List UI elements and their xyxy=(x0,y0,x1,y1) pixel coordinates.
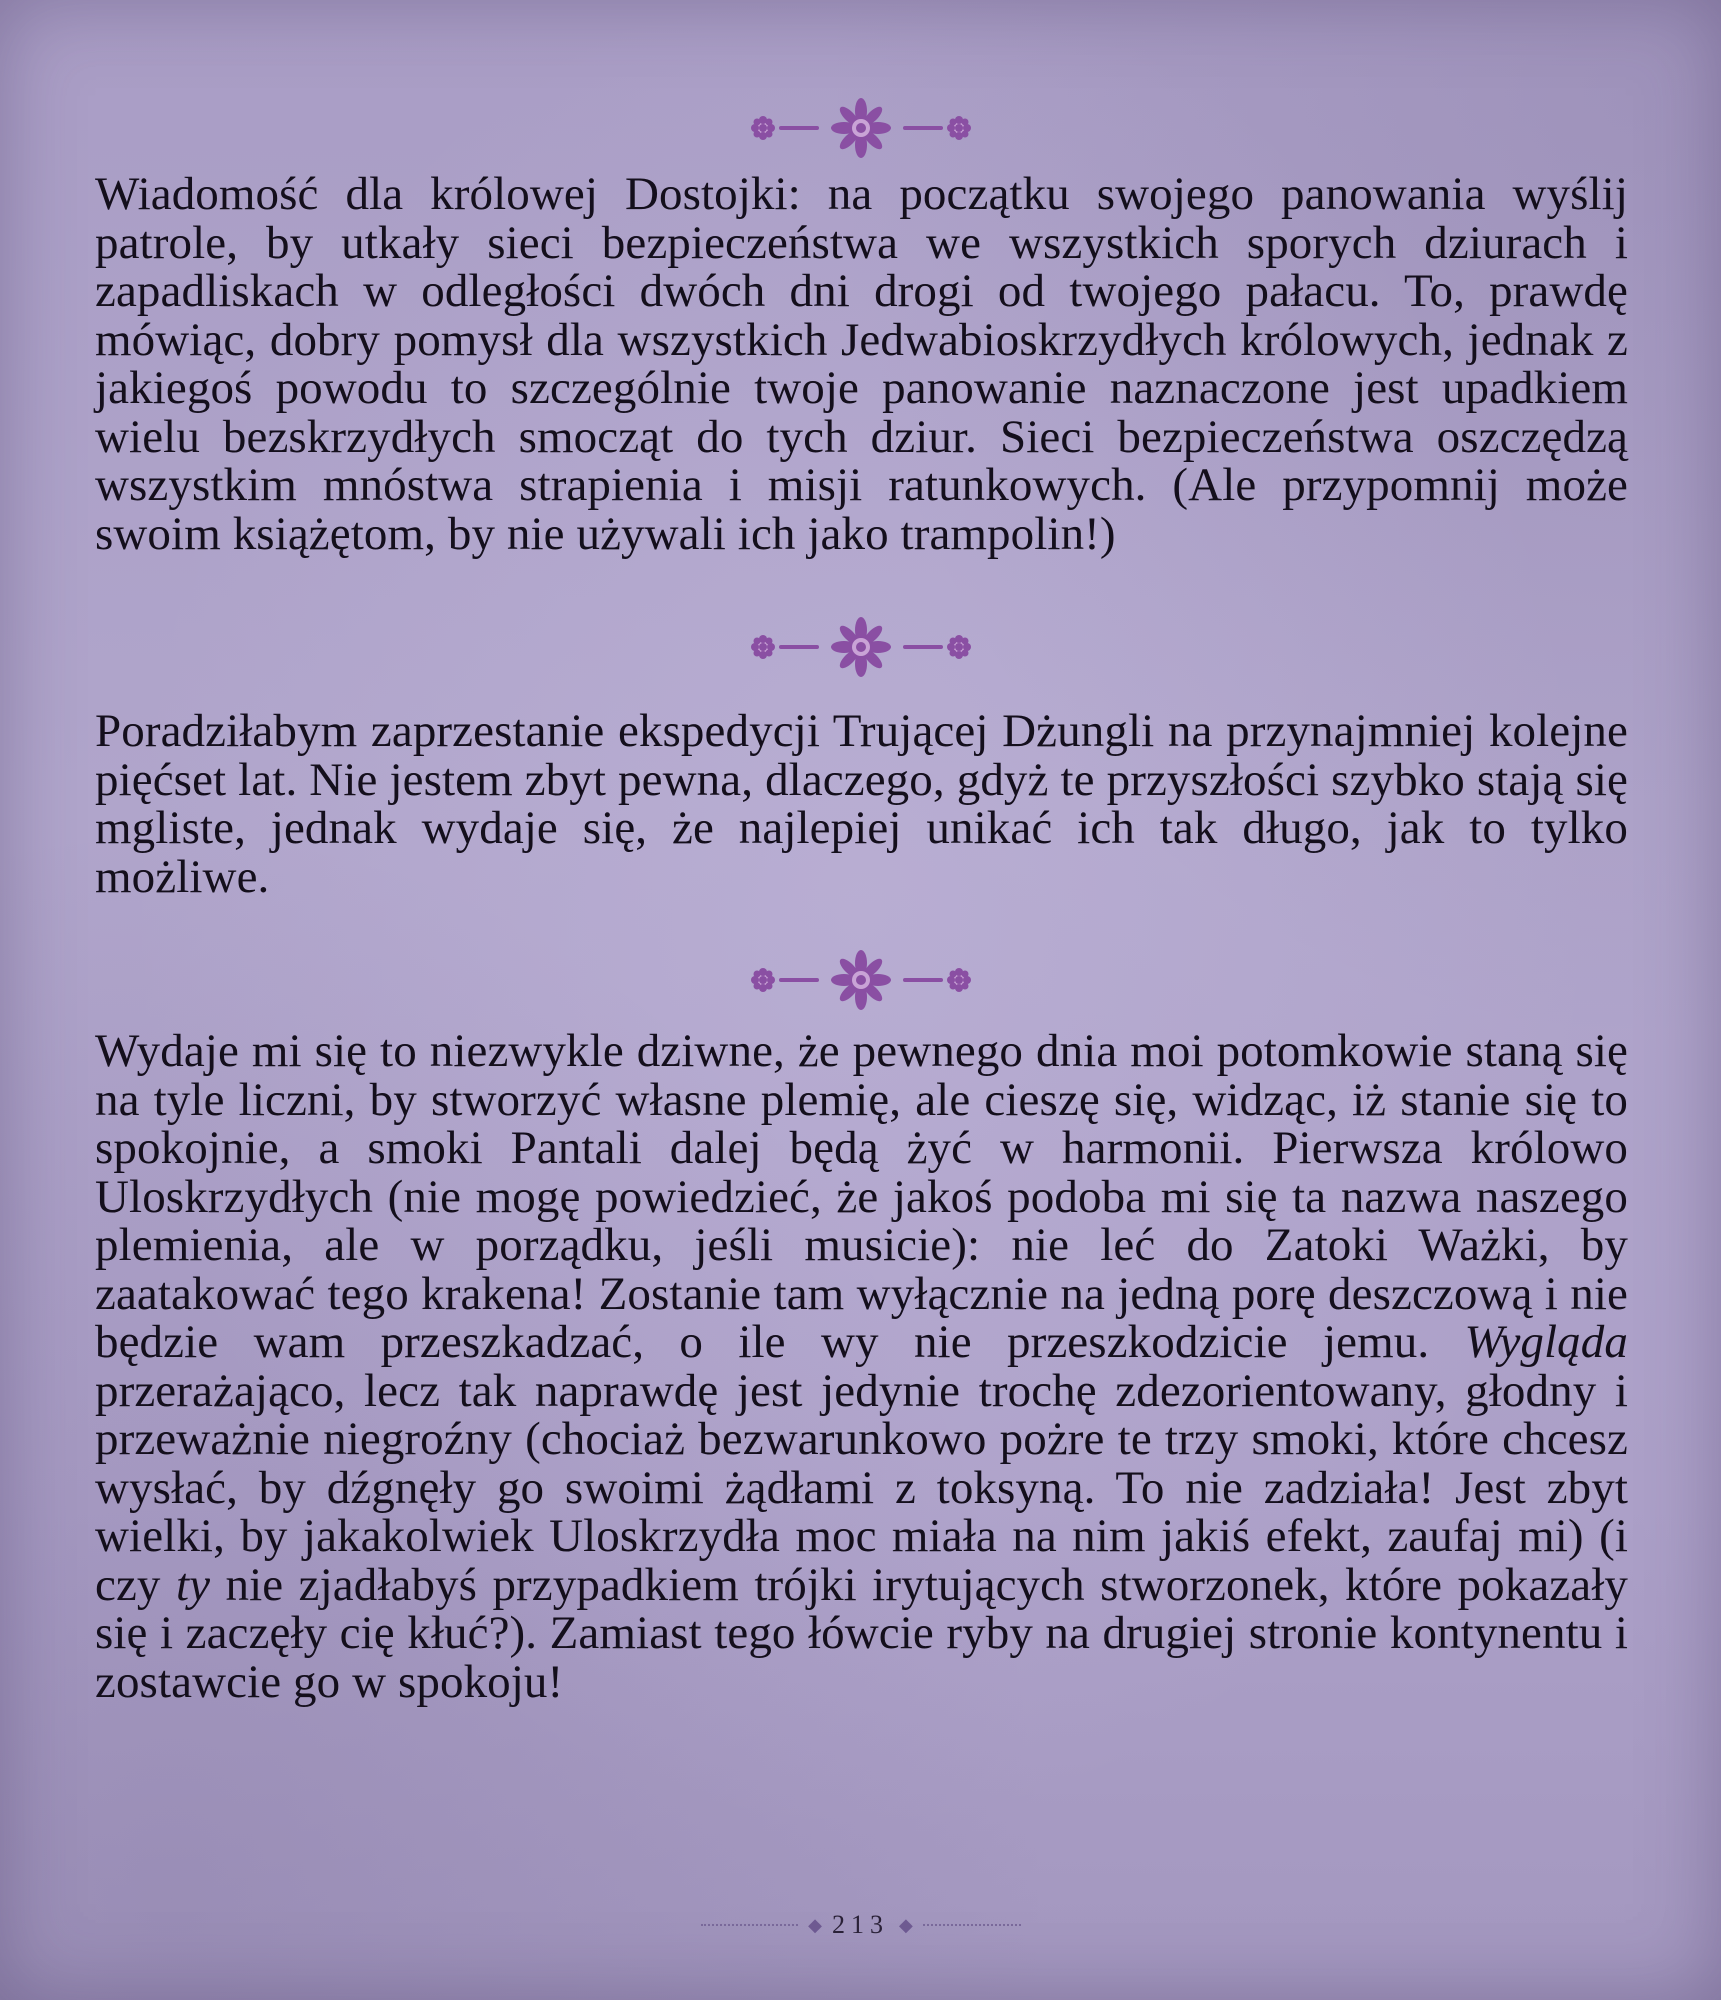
paragraph-poison-jungle: Poradziłabym zaprzestanie ekspedycji Trującej Dżungli na przynajmniej kolejne pięćset lat. Nie jestem zbyt pewna, dlaczego, gdyż te przyszłości szybko stają się mgliste, jednak wydaje się, że najlepiej unikać ich tak długo, jak to tylko możliwe. xyxy=(95,705,1628,903)
paragraph-text-part: przerażająco, lecz tak naprawdę jest jedynie trochę zdezorientowany, głodny i przeważnie niegroźny (chociaż bezwarunkowo pożre te trzy smoki, które chcesz wysłać, by dźgnęły go swoimi żądłami z toksyną. To nie zadziała! Jest zbyt wielki, by jakakolwiek Uloskrzydła moc miała na nim jakiś efekt, zaufaj mi) (i czy xyxy=(95,1364,1628,1611)
paragraph-text-part: Wydaje mi się to niezwykle dziwne, że pewnego dnia moi potomkowie staną się na tyle liczni, by stworzyć własne plemię, ale cieszę się, widząc, iż stanie się to spokojnie, a smoki Pantali dalej będą żyć w harmonii. Pierwsza królowo Uloskrzydłych (nie mogę powiedzieć, że jakoś podoba mi się ta nazwa naszego plemienia, ale w porządku, jeśli musicie): nie leć do Zatoki Ważki, by zaatakować tego krakena! Zostanie tam wyłącznie na jedną porę deszczową i nie będzie wam przeszkadzać, o ile wy nie przeszkodzicie jemu. xyxy=(95,1025,1628,1368)
footer-diamond-right-icon: ◆ xyxy=(899,1914,913,1936)
flower-divider-svg xyxy=(731,93,991,163)
paragraph-message-queen-dostojka: Wiadomość dla królowej Dostojki: na początku swojego panowania wyślij patrole, by utkały sieci bezpieczeństwa we wszystkich sporych dziurach i zapadliskach w odległości dwóch dni drogi od twojego pałacu. To, prawdę mówiąc, dobry pomysł dla wszystkich Jedwabioskrzydłych królowych, jednak z jakiegoś powodu to szczególnie twoje panowanie naznaczone jest upadkiem wielu bezskrzydłych smocząt do tych dziur. Sieci bezpieczeństwa oszczędzą wszystkim mnóstwa strapienia i misji ratunkowych. (Ale przypomnij może swoim książętom, by nie używali ich jako trampolin!) xyxy=(95,168,1628,560)
paragraph-text-part: nie zjadłabyś przypadkiem trójki irytujących stworzonek, które pokazały się i zaczęły cię kłuć?). Zamiast tego łówcie ryby na drugiej stronie kontynentu i zostawcie go w spokoju! xyxy=(95,1558,1628,1708)
emphasis-wyglada: Wygląda xyxy=(1464,1316,1628,1368)
page-number: 213 xyxy=(832,1910,889,1939)
footer-diamond-left-icon: ◆ xyxy=(808,1914,822,1936)
flower-divider-svg xyxy=(731,612,991,682)
emphasis-ty: ty xyxy=(175,1558,211,1611)
footer-dotted-line-right xyxy=(923,1924,1021,1926)
flower-divider-icon xyxy=(731,612,991,682)
footer-dotted-line-left xyxy=(701,1924,799,1926)
page-footer xyxy=(701,1905,1021,1945)
flower-divider-icon xyxy=(731,93,991,163)
flower-divider-icon xyxy=(731,945,991,1015)
paragraph-first-queen-uloskrzydli xyxy=(95,1027,1628,1706)
flower-divider-svg xyxy=(731,945,991,1015)
